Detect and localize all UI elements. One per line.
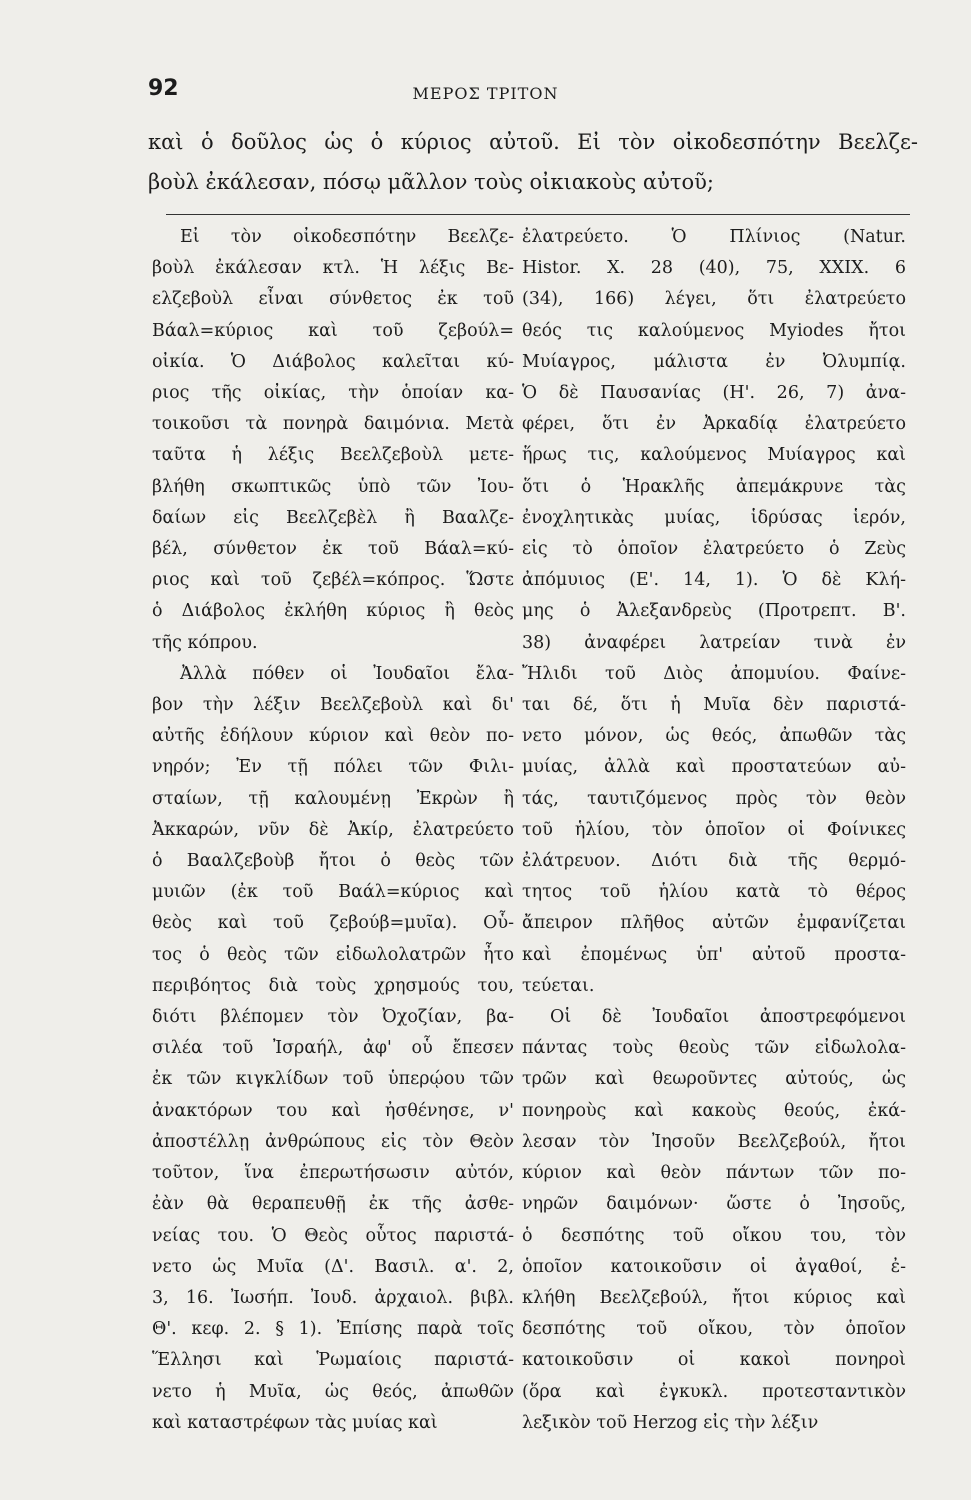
text-line: Ἀκκαρών, νῦν δὲ Ἀκίρ, ἐλατρεύετο (152, 819, 514, 840)
text-line: βον τὴν λέξιν Βεελζεβοὺλ καὶ δι' (152, 695, 514, 716)
commentary-right-column (522, 222, 906, 1439)
text-line: ἐλατρεύετο. Ὁ Πλίνιος (Natur. (522, 227, 906, 247)
text-line: ἐκ τῶν κιγκλίδων τοῦ ὑπερῴου τῶν (152, 1069, 514, 1090)
text-line: τρῶν καὶ θεωροῦντες αὐτούς, ὡς (522, 1069, 906, 1090)
text-line: Ἀλλὰ πόθεν οἱ Ἰουδαῖοι ἔλα- (180, 663, 514, 684)
text-line: (34), 166) λέγει, ὅτι ἐλατρεύετο (522, 289, 906, 310)
text-line: ἄπειρον πλῆθος αὐτῶν ἐμφανίζεται (522, 913, 906, 934)
text-line: βέλ, σύνθετον ἐκ τοῦ Βάαλ=κύ- (152, 539, 514, 560)
footnote-divider (166, 214, 910, 215)
text-line: σιλέα τοῦ Ἰσραήλ, ἀφ' οὗ ἔπεσεν (152, 1038, 514, 1059)
text-line: Βάαλ=κύριος καὶ τοῦ ζεβούλ= (152, 320, 514, 341)
text-line: Histor. X. 28 (40), 75, XXIX. 6 (522, 258, 906, 279)
text-line: ὅτι ὁ Ἡρακλῆς ἀπεμάκρυνε τὰς (522, 476, 906, 497)
text-line: τοῦ ἡλίου, τὸν ὁποῖον οἱ Φοίνικες (522, 819, 906, 840)
text-line: νηρῶν δαιμόνων· ὥστε ὁ Ἰησοῦς, (522, 1194, 906, 1215)
text-line: νείας του. Ὁ Θεὸς οὗτος παριστά- (152, 1225, 514, 1246)
text-line: ἐλάτρευον. Διότι διὰ τῆς θερμό- (522, 851, 906, 872)
running-head: ΜΕΡΟΣ ΤΡΙΤΟΝ (412, 84, 559, 103)
text-line: πονηροὺς καὶ κακοὺς θεούς, ἐκά- (522, 1100, 906, 1121)
text-line: ἐὰν θὰ θεραπευθῇ ἐκ τῆς ἀσθε- (152, 1194, 514, 1215)
text-line: νετο μόνον, ὡς θεός, ἀπωθῶν τὰς (522, 726, 906, 747)
text-line: λεσαν τὸν Ἰησοῦν Βεελζεβούλ, ἤτοι (522, 1131, 906, 1152)
text-line: ἀποστέλλῃ ἀνθρώπους εἰς τὸν Θεὸν (152, 1131, 514, 1152)
text-line: Εἰ τὸν οἰκοδεσπότην Βεελζε- (180, 227, 514, 247)
page-number: 92 (148, 76, 179, 101)
text-line: εἰς τὸ ὁποῖον ἐλατρεύετο ὁ Ζεὺς (522, 539, 906, 560)
text-line: Ἤλιδι τοῦ Διὸς ἀπομυίου. Φαίνε- (522, 663, 906, 684)
text-line: καὶ ὁ δοῦλος ὡς ὁ κύριος αὐτοῦ. Εἰ τὸν οἰκοδεσπότην Βεελζε- (148, 130, 918, 154)
text-line: βοὺλ ἐκάλεσαν κτλ. Ἡ λέξις Βε- (152, 258, 514, 279)
text-line: καὶ ἐπομένως ὑπ' αὐτοῦ προστα- (522, 944, 906, 965)
text-line: σταίων, τῇ καλουμένῃ Ἐκρὼν ἢ (152, 788, 514, 809)
text-line: ὁ δεσπότης τοῦ οἴκου του, τὸν (522, 1225, 906, 1246)
text-line: ριος τῆς οἰκίας, τὴν ὁποίαν κα- (152, 383, 514, 404)
text-line: τάς, ταυτιζόμενος πρὸς τὸν θεὸν (522, 788, 906, 809)
text-line: 38) ἀναφέρει λατρείαν τινὰ ἐν (522, 632, 906, 653)
text-line: κατοικοῦσιν οἱ κακοὶ πονηροὶ (522, 1350, 906, 1371)
text-line: ἥρως τις, καλούμενος Μυίαγρος καὶ (522, 445, 906, 466)
text-line: τητος τοῦ ἡλίου κατὰ τὸ θέρος (522, 882, 906, 903)
text-line: ταῦτα ἡ λέξις Βεελζεβοὺλ μετε- (152, 445, 514, 466)
text-line: κλήθη Βεελζεβούλ, ἤτοι κύριος καὶ (522, 1287, 906, 1308)
text-line: Θ'. κεφ. 2. § 1). Ἐπίσης παρὰ τοῖς (152, 1319, 514, 1340)
main-text (148, 122, 918, 202)
text-line: ὁποῖον κατοικοῦσιν οἱ ἀγαθοί, ἐ- (522, 1256, 906, 1277)
text-line: μης ὁ Ἀλεξανδρεὺς (Προτρεπτ. Β'. (522, 601, 906, 622)
text-line: μυίας, ἀλλὰ καὶ προστατεύων αὐ- (522, 757, 906, 778)
text-line: ελζεβοὺλ εἶναι σύνθετος ἐκ τοῦ (152, 289, 514, 310)
text-line: οἰκία. Ὁ Διάβολος καλεῖται κύ- (152, 351, 514, 372)
text-line: καὶ καταστρέφων τὰς μυίας καὶ (152, 1412, 438, 1433)
text-line: αὐτῆς ἐδήλουν κύριον καὶ θεὸν πο- (152, 726, 514, 747)
text-line: περιβόητος διὰ τοὺς χρησμούς του, (152, 975, 514, 996)
text-line: τεύεται. (522, 975, 595, 996)
text-line: ὁ Διάβολος ἐκλήθη κύριος ἢ θεὸς (152, 601, 514, 622)
text-line: ὁ Βααλζεβοὺβ ἤτοι ὁ θεὸς τῶν (152, 851, 514, 872)
text-line: ριος καὶ τοῦ ζεβέλ=κόπρος. Ὥστε (152, 570, 514, 591)
text-line: δεσπότης τοῦ οἴκου, τὸν ὁποῖον (522, 1319, 906, 1340)
text-line: ἀνακτόρων του καὶ ἠσθένησε, ν' (152, 1100, 514, 1121)
text-line: τος ὁ θεὸς τῶν εἰδωλολατρῶν ἦτο (152, 944, 514, 965)
text-line: φέρει, ὅτι ἐν Ἀρκαδίᾳ ἐλατρεύετο (522, 414, 906, 435)
text-line: κύριον καὶ θεὸν πάντων τῶν πο- (522, 1163, 906, 1184)
text-line: τοῦτον, ἵνα ἐπερωτήσωσιν αὐτόν, (152, 1163, 514, 1184)
text-line: βλήθη σκωπτικῶς ὑπὸ τῶν Ἰου- (152, 476, 514, 497)
text-line: θεὸς καὶ τοῦ ζεβούβ=μυῖα). Οὗ- (152, 913, 514, 934)
text-line: λεξικὸν τοῦ Herzog εἰς τὴν λέξιν (522, 1412, 819, 1433)
text-line: (ὅρα καὶ ἐγκυκλ. προτεσταντικὸν (522, 1381, 906, 1402)
text-line: τῆς κόπρου. (152, 632, 258, 653)
text-line: Ὁ δὲ Παυσανίας (Η'. 26, 7) ἀνα- (522, 383, 906, 404)
text-line: δαίων εἰς Βεελζεβὲλ ἢ Βααλζε- (152, 507, 514, 528)
text-line: νηρόν; Ἐν τῇ πόλει τῶν Φιλι- (152, 757, 514, 778)
text-line: 3, 16. Ἰωσήπ. Ἰουδ. ἀρχαιολ. βιβλ. (152, 1287, 514, 1308)
text-line: ἐνοχλητικὰς μυίας, ἱδρύσας ἱερόν, (522, 507, 906, 528)
text-line: νετο ὡς Μυῖα (Δ'. Βασιλ. α'. 2, (152, 1256, 514, 1277)
text-line: Μυίαγρος, μάλιστα ἐν Ὀλυμπίᾳ. (522, 351, 906, 372)
text-line: βοὺλ ἐκάλεσαν, πόσῳ μᾶλλον τοὺς οἰκιακοὺς αὐτοῦ; (148, 170, 714, 194)
text-line: ται δέ, ὅτι ἡ Μυῖα δὲν παριστά- (522, 695, 906, 716)
text-line: ἀπόμυιος (Ε'. 14, 1). Ὁ δὲ Κλή- (522, 570, 906, 591)
text-line: τοικοῦσι τὰ πονηρὰ δαιμόνια. Μετὰ (152, 414, 514, 435)
text-line: διότι βλέπομεν τὸν Ὀχοζίαν, βα- (152, 1007, 514, 1028)
text-line: νετο ἡ Μυῖα, ὡς θεός, ἀπωθῶν (152, 1381, 514, 1402)
text-line: πάντας τοὺς θεοὺς τῶν εἰδωλολα- (522, 1038, 906, 1059)
text-line: μυιῶν (ἐκ τοῦ Βαάλ=κύριος καὶ (152, 882, 514, 903)
text-line: Ἕλλησι καὶ Ῥωμαίοις παριστά- (152, 1350, 514, 1371)
text-line: Οἱ δὲ Ἰουδαῖοι ἀποστρεφόμενοι (550, 1007, 906, 1028)
commentary-left-column (152, 222, 514, 1439)
text-line: θεός τις καλούμενος Myiodes ἤτοι (522, 320, 906, 341)
